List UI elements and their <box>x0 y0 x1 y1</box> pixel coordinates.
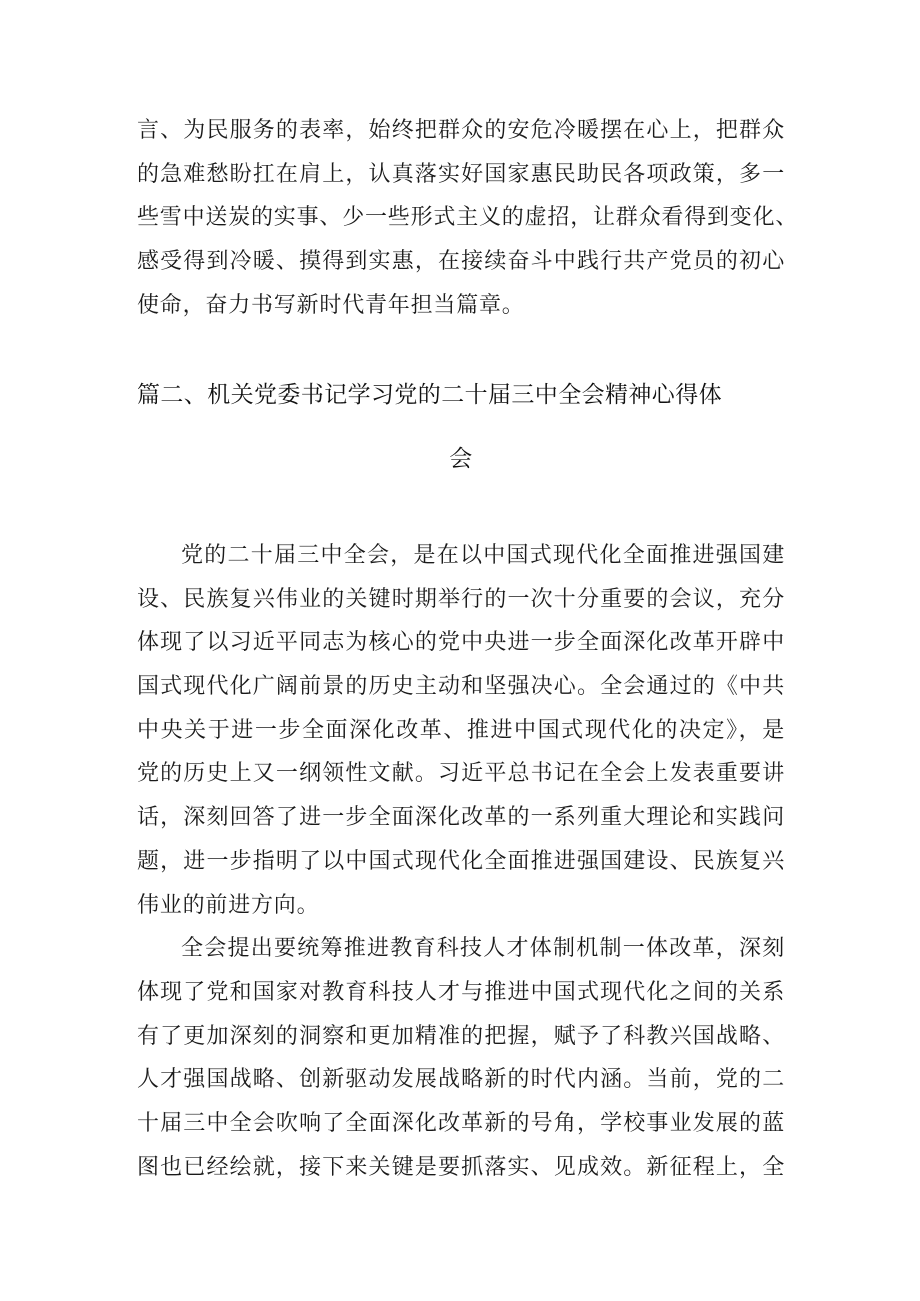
intro-paragraph <box>137 109 799 327</box>
text-line: 言、为民服务的表率，始终把群众的安危冷暖摆在心上，把群众 <box>137 118 785 143</box>
section-heading-line-2: 会 <box>449 446 473 472</box>
paragraph-1-line: 题，进一步指明了以中国式现代化全面推进强国建设、民族复兴 <box>137 848 785 874</box>
text-line: 些雪中送炭的实事、少一些形式主义的虚招，让群众看得到变化、 <box>137 205 799 231</box>
text-line: 的急难愁盼扛在肩上，认真落实好国家惠民助民各项政策，多一 <box>137 161 785 187</box>
paragraph-1-line: 伟业的前进方向。 <box>137 892 320 918</box>
paragraph-2-line: 人才强国战略、创新驱动发展战略新的时代内涵。当前，党的二 <box>137 1067 785 1093</box>
text-line: 使命，奋力书写新时代青年担当篇章。 <box>137 292 525 318</box>
paragraph-1-line: 中央关于进一步全面深化改革、推进中国式现代化的决定》，是 <box>137 717 785 743</box>
paragraph-2-line: 图也已经绘就，接下来关键是要抓落实、见成效。新征程上，全 <box>137 1154 785 1180</box>
paragraph-1-line: 党的历史上又一纲领性文献。习近平总书记在全会上发表重要讲 <box>137 761 785 787</box>
paragraph-1-line: 党的二十届三中全会，是在以中国式现代化全面推进强国建 <box>181 543 785 568</box>
paragraph-2-line: 有了更加深刻的洞察和更加精准的把握，赋予了科教兴国战略、 <box>137 1023 785 1049</box>
paragraph-1-line: 体现了以习近平同志为核心的党中央进一步全面深化改革开辟中 <box>137 630 785 656</box>
paragraph-2-line: 体现了党和国家对教育科技人才与推进中国式现代化之间的关系 <box>137 979 785 1005</box>
paragraph-1-line: 话，深刻回答了进一步全面深化改革的一系列重大理论和实践问 <box>137 805 785 831</box>
section-heading-line-1: 篇二、机关党委书记学习党的二十届三中全会精神心得体 <box>137 382 722 408</box>
paragraph-2-line: 全会提出要统筹推进教育科技人才体制机制一体改革，深刻 <box>181 936 785 962</box>
paragraph-1-line: 设、民族复兴伟业的关键时期举行的一次十分重要的会议，充分 <box>137 586 785 612</box>
paragraph-1-line: 国式现代化广阔前景的历史主动和坚强决心。全会通过的《中共 <box>137 674 785 700</box>
paragraph-2-line: 十届三中全会吹响了全面深化改革新的号角，学校事业发展的蓝 <box>137 1110 785 1136</box>
text-line: 感受得到冷暖、摸得到实惠，在接续奋斗中践行共产党员的初心 <box>137 249 785 275</box>
body-text <box>137 534 785 1189</box>
